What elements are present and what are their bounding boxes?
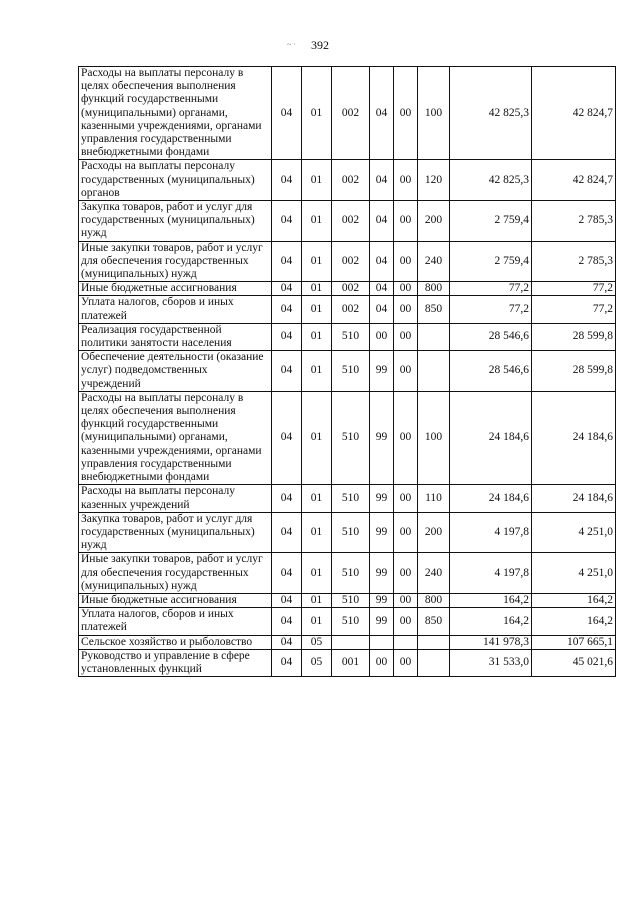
target-article-code-cell bbox=[332, 635, 370, 649]
section-code-cell: 04 bbox=[272, 649, 302, 676]
table-row bbox=[79, 201, 616, 242]
amount-year-1-cell: 77,2 bbox=[450, 296, 532, 323]
section-code-cell: 04 bbox=[272, 553, 302, 594]
target-item-code-cell: 00 bbox=[394, 391, 418, 484]
target-subarticle-code-cell: 99 bbox=[370, 608, 394, 635]
amount-year-1-cell: 24 184,6 bbox=[450, 485, 532, 512]
amount-year-1-cell: 42 825,3 bbox=[450, 67, 532, 160]
target-item-code-cell: 00 bbox=[394, 485, 418, 512]
target-item-code-cell: 00 bbox=[394, 512, 418, 553]
target-article-code-cell: 002 bbox=[332, 160, 370, 201]
target-subarticle-code-cell: 99 bbox=[370, 485, 394, 512]
subsection-code-cell: 05 bbox=[302, 649, 332, 676]
amount-year-1-cell: 77,2 bbox=[450, 282, 532, 296]
section-code-cell: 04 bbox=[272, 296, 302, 323]
amount-year-2-cell: 4 251,0 bbox=[532, 553, 616, 594]
section-code-cell: 04 bbox=[272, 160, 302, 201]
page-number: 392 bbox=[311, 38, 329, 52]
subsection-code-cell: 01 bbox=[302, 485, 332, 512]
expense-type-code-cell: 200 bbox=[418, 512, 450, 553]
target-item-code-cell: 00 bbox=[394, 296, 418, 323]
target-subarticle-code-cell: 99 bbox=[370, 553, 394, 594]
target-article-code-cell: 002 bbox=[332, 296, 370, 323]
amount-year-2-cell: 42 824,7 bbox=[532, 160, 616, 201]
table-row bbox=[79, 512, 616, 553]
target-article-code-cell: 510 bbox=[332, 512, 370, 553]
target-subarticle-code-cell: 04 bbox=[370, 282, 394, 296]
table-row bbox=[79, 553, 616, 594]
row-name-cell: Расходы на выплаты персоналу в целях обеспечения выполнения функций государственными (муниципальными) органами, казенными учреждениями, органами управления государственными внебюджетными фондами bbox=[79, 67, 272, 160]
table-row bbox=[79, 593, 616, 607]
budget-table bbox=[78, 66, 616, 677]
amount-year-1-cell: 2 759,4 bbox=[450, 201, 532, 242]
target-subarticle-code-cell: 00 bbox=[370, 323, 394, 350]
target-item-code-cell: 00 bbox=[394, 282, 418, 296]
target-subarticle-code-cell: 04 bbox=[370, 296, 394, 323]
subsection-code-cell: 01 bbox=[302, 391, 332, 484]
section-code-cell: 04 bbox=[272, 323, 302, 350]
section-code-cell: 04 bbox=[272, 512, 302, 553]
target-item-code-cell: 00 bbox=[394, 593, 418, 607]
target-subarticle-code-cell: 99 bbox=[370, 512, 394, 553]
section-code-cell: 04 bbox=[272, 635, 302, 649]
amount-year-2-cell: 28 599,8 bbox=[532, 351, 616, 392]
target-item-code-cell: 00 bbox=[394, 351, 418, 392]
target-item-code-cell: 00 bbox=[394, 608, 418, 635]
subsection-code-cell: 01 bbox=[302, 160, 332, 201]
section-code-cell: 04 bbox=[272, 485, 302, 512]
row-name-cell: Расходы на выплаты персоналу в целях обеспечения выполнения функций государственными (муниципальными) органами, казенными учреждениями, органами управления государственными внебюджетными фондами bbox=[79, 391, 272, 484]
row-name-cell: Иные бюджетные ассигнования bbox=[79, 282, 272, 296]
target-article-code-cell: 510 bbox=[332, 485, 370, 512]
subsection-code-cell: 01 bbox=[302, 67, 332, 160]
amount-year-1-cell: 28 546,6 bbox=[450, 351, 532, 392]
expense-type-code-cell: 120 bbox=[418, 160, 450, 201]
amount-year-1-cell: 2 759,4 bbox=[450, 241, 532, 282]
target-article-code-cell: 002 bbox=[332, 241, 370, 282]
target-subarticle-code-cell: 00 bbox=[370, 649, 394, 676]
target-article-code-cell: 510 bbox=[332, 391, 370, 484]
target-article-code-cell: 002 bbox=[332, 201, 370, 242]
expense-type-code-cell: 200 bbox=[418, 201, 450, 242]
amount-year-1-cell: 42 825,3 bbox=[450, 160, 532, 201]
expense-type-code-cell: 240 bbox=[418, 553, 450, 594]
target-subarticle-code-cell: 04 bbox=[370, 160, 394, 201]
target-subarticle-code-cell: 99 bbox=[370, 351, 394, 392]
target-subarticle-code-cell: 04 bbox=[370, 241, 394, 282]
target-item-code-cell: 00 bbox=[394, 553, 418, 594]
row-name-cell: Иные бюджетные ассигнования bbox=[79, 593, 272, 607]
expense-type-code-cell: 850 bbox=[418, 296, 450, 323]
amount-year-1-cell: 141 978,3 bbox=[450, 635, 532, 649]
amount-year-2-cell: 42 824,7 bbox=[532, 67, 616, 160]
target-subarticle-code-cell: 99 bbox=[370, 391, 394, 484]
table-row bbox=[79, 323, 616, 350]
target-item-code-cell: 00 bbox=[394, 201, 418, 242]
table-row bbox=[79, 391, 616, 484]
subsection-code-cell: 01 bbox=[302, 593, 332, 607]
subsection-code-cell: 01 bbox=[302, 282, 332, 296]
target-subarticle-code-cell bbox=[370, 635, 394, 649]
amount-year-2-cell: 2 785,3 bbox=[532, 201, 616, 242]
row-name-cell: Расходы на выплаты персоналу государственных (муниципальных) органов bbox=[79, 160, 272, 201]
expense-type-code-cell: 100 bbox=[418, 391, 450, 484]
row-name-cell: Уплата налогов, сборов и иных платежей bbox=[79, 608, 272, 635]
amount-year-1-cell: 28 546,6 bbox=[450, 323, 532, 350]
row-name-cell: Руководство и управление в сфере установленных функций bbox=[79, 649, 272, 676]
table-row bbox=[79, 296, 616, 323]
table-row bbox=[79, 67, 616, 160]
section-code-cell: 04 bbox=[272, 593, 302, 607]
target-article-code-cell: 510 bbox=[332, 593, 370, 607]
amount-year-1-cell: 164,2 bbox=[450, 593, 532, 607]
amount-year-2-cell: 2 785,3 bbox=[532, 241, 616, 282]
target-item-code-cell: 00 bbox=[394, 160, 418, 201]
subsection-code-cell: 01 bbox=[302, 608, 332, 635]
subsection-code-cell: 01 bbox=[302, 512, 332, 553]
amount-year-2-cell: 107 665,1 bbox=[532, 635, 616, 649]
row-name-cell: Иные закупки товаров, работ и услуг для обеспечения государственных (муниципальных) нужд bbox=[79, 241, 272, 282]
target-article-code-cell: 002 bbox=[332, 282, 370, 296]
target-item-code-cell: 00 bbox=[394, 649, 418, 676]
row-name-cell: Обеспечение деятельности (оказание услуг) подведомственных учреждений bbox=[79, 351, 272, 392]
section-code-cell: 04 bbox=[272, 608, 302, 635]
expense-type-code-cell: 800 bbox=[418, 282, 450, 296]
row-name-cell: Уплата налогов, сборов и иных платежей bbox=[79, 296, 272, 323]
expense-type-code-cell bbox=[418, 351, 450, 392]
amount-year-1-cell: 4 197,8 bbox=[450, 553, 532, 594]
subsection-code-cell: 01 bbox=[302, 553, 332, 594]
target-article-code-cell: 510 bbox=[332, 351, 370, 392]
amount-year-2-cell: 4 251,0 bbox=[532, 512, 616, 553]
row-name-cell: Закупка товаров, работ и услуг для государственных (муниципальных) нужд bbox=[79, 201, 272, 242]
target-item-code-cell bbox=[394, 635, 418, 649]
target-article-code-cell: 510 bbox=[332, 553, 370, 594]
subsection-code-cell: 01 bbox=[302, 201, 332, 242]
amount-year-2-cell: 164,2 bbox=[532, 608, 616, 635]
amount-year-2-cell: 24 184,6 bbox=[532, 485, 616, 512]
section-code-cell: 04 bbox=[272, 391, 302, 484]
section-code-cell: 04 bbox=[272, 201, 302, 242]
amount-year-2-cell: 28 599,8 bbox=[532, 323, 616, 350]
amount-year-1-cell: 31 533,0 bbox=[450, 649, 532, 676]
row-name-cell: Иные закупки товаров, работ и услуг для обеспечения государственных (муниципальных) нужд bbox=[79, 553, 272, 594]
target-subarticle-code-cell: 99 bbox=[370, 593, 394, 607]
section-code-cell: 04 bbox=[272, 351, 302, 392]
expense-type-code-cell bbox=[418, 649, 450, 676]
target-subarticle-code-cell: 04 bbox=[370, 67, 394, 160]
table-row bbox=[79, 282, 616, 296]
budget-table-body bbox=[79, 67, 616, 677]
subsection-code-cell: 05 bbox=[302, 635, 332, 649]
row-name-cell: Сельское хозяйство и рыболовство bbox=[79, 635, 272, 649]
target-item-code-cell: 00 bbox=[394, 241, 418, 282]
subsection-code-cell: 01 bbox=[302, 351, 332, 392]
expense-type-code-cell: 100 bbox=[418, 67, 450, 160]
amount-year-2-cell: 164,2 bbox=[532, 593, 616, 607]
subsection-code-cell: 01 bbox=[302, 296, 332, 323]
table-row bbox=[79, 649, 616, 676]
section-code-cell: 04 bbox=[272, 241, 302, 282]
subsection-code-cell: 01 bbox=[302, 323, 332, 350]
target-subarticle-code-cell: 04 bbox=[370, 201, 394, 242]
target-article-code-cell: 510 bbox=[332, 608, 370, 635]
target-article-code-cell: 002 bbox=[332, 67, 370, 160]
expense-type-code-cell: 110 bbox=[418, 485, 450, 512]
expense-type-code-cell: 850 bbox=[418, 608, 450, 635]
amount-year-2-cell: 77,2 bbox=[532, 282, 616, 296]
amount-year-1-cell: 24 184,6 bbox=[450, 391, 532, 484]
target-article-code-cell: 001 bbox=[332, 649, 370, 676]
table-row bbox=[79, 351, 616, 392]
amount-year-1-cell: 4 197,8 bbox=[450, 512, 532, 553]
subsection-code-cell: 01 bbox=[302, 241, 332, 282]
expense-type-code-cell bbox=[418, 635, 450, 649]
table-row bbox=[79, 485, 616, 512]
scan-mark: ~ · bbox=[287, 40, 296, 49]
target-article-code-cell: 510 bbox=[332, 323, 370, 350]
table-row bbox=[79, 160, 616, 201]
row-name-cell: Реализация государственной политики занятости населения bbox=[79, 323, 272, 350]
expense-type-code-cell: 800 bbox=[418, 593, 450, 607]
expense-type-code-cell: 240 bbox=[418, 241, 450, 282]
amount-year-2-cell: 45 021,6 bbox=[532, 649, 616, 676]
row-name-cell: Закупка товаров, работ и услуг для государственных (муниципальных) нужд bbox=[79, 512, 272, 553]
target-item-code-cell: 00 bbox=[394, 323, 418, 350]
target-item-code-cell: 00 bbox=[394, 67, 418, 160]
section-code-cell: 04 bbox=[272, 67, 302, 160]
table-row bbox=[79, 608, 616, 635]
expense-type-code-cell bbox=[418, 323, 450, 350]
table-row bbox=[79, 635, 616, 649]
amount-year-1-cell: 164,2 bbox=[450, 608, 532, 635]
section-code-cell: 04 bbox=[272, 282, 302, 296]
row-name-cell: Расходы на выплаты персоналу казенных учреждений bbox=[79, 485, 272, 512]
amount-year-2-cell: 77,2 bbox=[532, 296, 616, 323]
table-row bbox=[79, 241, 616, 282]
amount-year-2-cell: 24 184,6 bbox=[532, 391, 616, 484]
